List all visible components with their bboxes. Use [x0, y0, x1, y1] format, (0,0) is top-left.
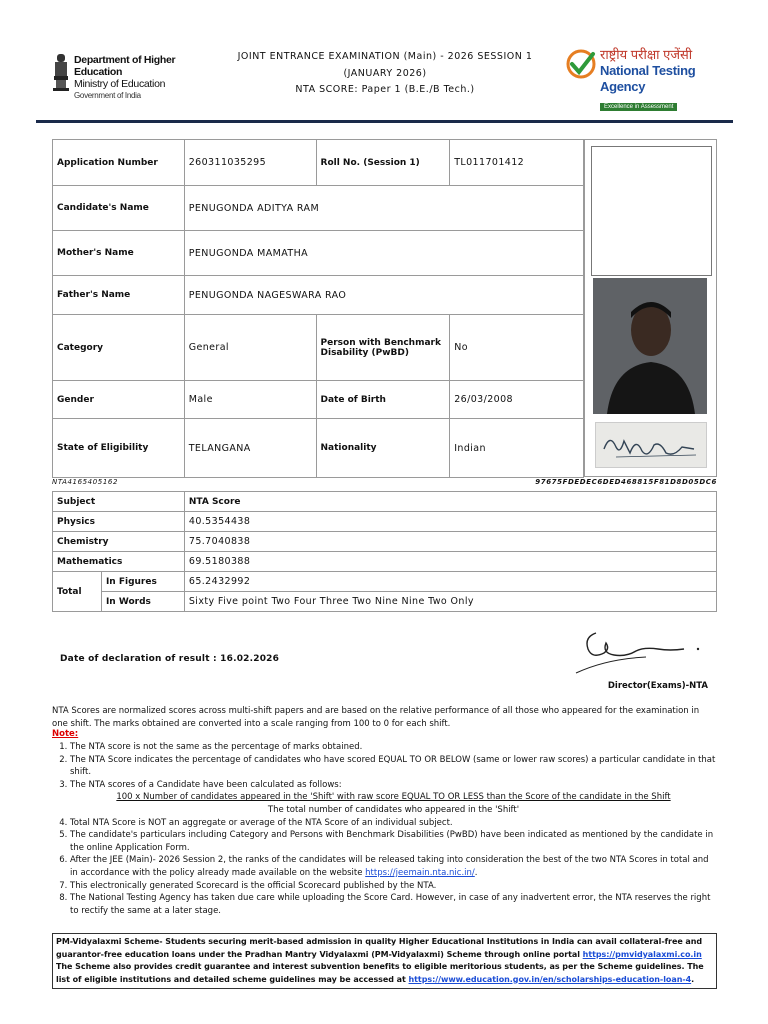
- note-item: 5. The candidate's particulars including Category and Persons with Benchmark Disabilities (PwBD) have been indicated as mentioned by the candidate in the online Application Form.: [70, 829, 717, 854]
- dept-logo-block: [52, 50, 202, 98]
- total-label: Total: [53, 572, 102, 612]
- state-value: TELANGANA: [184, 419, 316, 478]
- header-divider: [36, 120, 733, 123]
- candidate-photo: [593, 278, 707, 414]
- pm-text: .: [691, 974, 695, 984]
- score-header: NTA Score: [184, 492, 716, 512]
- gender-value: Male: [184, 381, 316, 419]
- pmvidyalaxmi-link[interactable]: https://pmvidyalaxmi.co.in: [582, 949, 702, 959]
- nta-checkmark-icon: [566, 47, 596, 83]
- pwbd-value: No: [450, 315, 584, 381]
- notes-list: [52, 741, 717, 917]
- total-in-words: Sixty Five point Two Four Three Two Nine Nine Two Only: [184, 592, 716, 612]
- dept-line3: Government of India: [74, 91, 141, 100]
- dept-line1: Department of Higher Education: [74, 54, 176, 78]
- pm-text: PM-Vidyalaxmi Scheme- Students securing merit-based admission in quality Higher Educational Institutions in India can avail collateral-free and guarantor-free education loans under the Pradhan Mantry Vidyalaxmi (PM-Vidyalaxmi) Scheme through online portal: [56, 937, 703, 959]
- note-text: .: [474, 867, 478, 878]
- candidate-name-value: PENUGONDA ADITYA RAM: [184, 186, 583, 231]
- note-item: 4. Total NTA Score is NOT an aggregate or average of the NTA Score of an individual subject.: [70, 817, 717, 830]
- declaration-date: Date of declaration of result : 16.02.2026: [60, 654, 280, 664]
- candidate-details-table: [52, 139, 584, 478]
- candidate-signature: [595, 422, 707, 468]
- ref-code-right: 97675FDEDEC6DED468815F81D8D05DC6: [535, 478, 717, 486]
- exam-line1: JOINT ENTRANCE EXAMINATION (Main) - 2026 SESSION 1: [237, 51, 533, 62]
- note-item: 1. The NTA score is not the same as the percentage of marks obtained.: [70, 741, 717, 754]
- gender-label: Gender: [53, 381, 185, 419]
- state-emblem-icon: [52, 52, 70, 94]
- nta-tagline: Excellence in Assessment: [600, 103, 677, 111]
- state-label: State of Eligibility: [53, 419, 185, 478]
- nationality-value: Indian: [450, 419, 584, 478]
- exam-line2: (JANUARY 2026): [343, 67, 427, 79]
- note-item: 2. The NTA Score indicates the percentage of candidates who have scored EQUAL TO OR BELOW (same or lower raw scores) a particular candidate in that shift.: [70, 754, 717, 779]
- category-label: Category: [53, 315, 185, 381]
- note-item: 7. This electronically generated Scorecard is the official Scorecard published by the NTA.: [70, 880, 717, 893]
- subject-name: Chemistry: [53, 532, 185, 552]
- father-name-value: PENUGONDA NAGESWARA RAO: [184, 276, 583, 315]
- subject-header: Subject: [53, 492, 185, 512]
- application-number-label: Application Number: [53, 140, 185, 186]
- subject-name: Mathematics: [53, 552, 185, 572]
- note-item: [70, 779, 717, 817]
- exam-title: [215, 49, 555, 99]
- note-text: The NTA scores of a Candidate have been calculated as follows:: [70, 779, 342, 790]
- photo-placeholder: [591, 146, 712, 276]
- mother-name-label: Mother's Name: [53, 231, 185, 276]
- application-number-value: 260311035295: [184, 140, 316, 186]
- roll-no-value: TL011701412: [450, 140, 584, 186]
- formula-numerator: 100 x Number of candidates appeared in the 'Shift' with raw score EQUAL TO OR LESS than the Score of the candidate in the Shift: [116, 792, 671, 803]
- nta-logo-block: [566, 47, 736, 110]
- dob-label: Date of Birth: [316, 381, 450, 419]
- jeemain-link[interactable]: https://jeemain.nta.nic.in/: [365, 867, 475, 878]
- candidate-name-label: Candidate's Name: [53, 186, 185, 231]
- education-loan-link[interactable]: https://www.education.gov.in/en/scholarships-education-loan-4: [408, 974, 692, 984]
- roll-no-label: Roll No. (Session 1): [316, 140, 450, 186]
- subject-name: Physics: [53, 512, 185, 532]
- pm-text: The Scheme also provides credit guarantee and interest subvention benefits to eligible meritorious students, as per the Scheme guidelines. The list of eligible institutions and detailed scheme guidelines may be accessed at: [56, 962, 704, 984]
- ref-code-left: NTA4165405162: [52, 478, 118, 486]
- note-item: 8. The National Testing Agency has taken due care while uploading the Score Card. However, in case of any inadvertent error, the NTA reserves the right to rectify the same at a later stage.: [70, 892, 717, 917]
- subject-score: 75.7040838: [184, 532, 716, 552]
- note-text: After the JEE (Main)- 2026 Session 2, the ranks of the candidates will be released taking into consideration the best of the two NTA Scores in total and in accordance with the policy already made available on the website: [70, 855, 709, 878]
- subject-score: 69.5180388: [184, 552, 716, 572]
- pm-vidyalaxmi-notice: [52, 933, 717, 989]
- in-figures-label: In Figures: [101, 572, 184, 592]
- formula-denominator: The total number of candidates who appeared in the 'Shift': [267, 804, 520, 815]
- note-item: [70, 854, 717, 879]
- father-name-label: Father's Name: [53, 276, 185, 315]
- total-in-figures: 65.2432992: [184, 572, 716, 592]
- note-heading: Note:: [52, 729, 79, 739]
- director-title: Director(Exams)-NTA: [607, 681, 708, 691]
- mother-name-value: PENUGONDA MAMATHA: [184, 231, 583, 276]
- photo-panel: [584, 139, 717, 477]
- dob-value: 26/03/2008: [450, 381, 584, 419]
- in-words-label: In Words: [101, 592, 184, 612]
- nta-english-name: National Testing Agency: [600, 63, 696, 94]
- pwbd-label: Person with Benchmark Disability (PwBD): [316, 315, 450, 381]
- subject-score: 40.5354438: [184, 512, 716, 532]
- nta-hindi-name: राष्ट्रीय परीक्षा एजेंसी: [600, 47, 693, 62]
- dept-line2: Ministry of Education: [74, 78, 166, 90]
- scores-table: [52, 491, 717, 612]
- exam-line3: NTA SCORE: Paper 1 (B.E./B Tech.): [295, 84, 475, 95]
- category-value: General: [184, 315, 316, 381]
- nationality-label: Nationality: [316, 419, 450, 478]
- director-signature: [566, 623, 706, 679]
- normalization-intro: NTA Scores are normalized scores across multi-shift papers and are based on the relative performance of all those who appeared for the examination in one shift. The marks obtained are converted into a scale ranging from 100 to 0 for each shift.: [52, 706, 700, 729]
